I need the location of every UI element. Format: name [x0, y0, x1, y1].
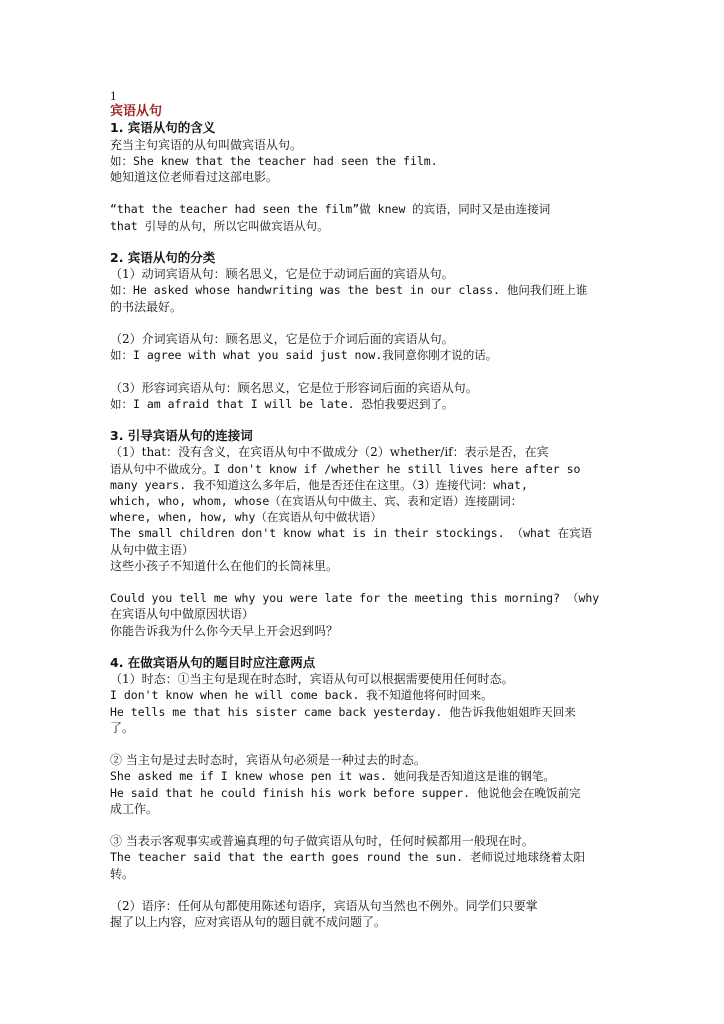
section-heading-3: 3. 引导宾语从句的连接词 — [110, 428, 253, 444]
section-heading-1: 1. 宾语从句的含义 — [110, 120, 216, 136]
body-line: 在宾语从句中做原因状语） — [110, 607, 255, 622]
paragraph-gap — [110, 315, 616, 331]
body-line: （2）介词宾语从句：顾名思义，它是位于介词后面的宾语从句。 — [110, 332, 454, 346]
body-line: （1）动词宾语从句：顾名思义，它是位于动词后面的宾语从句。 — [110, 267, 454, 282]
body-line: 你能告诉我为什么你今天早上开会迟到吗？ — [110, 623, 339, 638]
body-line: 从句中做主语） — [110, 542, 195, 557]
body-line: which, who, whom, whose（在宾语从句中做主、宾、表和定语）连接副词： — [110, 494, 523, 508]
example-line: She asked me if I knew whose pen it was. 她问我是否知道这是谁的钢笔。 — [110, 769, 555, 784]
section-heading-2: 2. 宾语从句的分类 — [110, 250, 216, 265]
page-number: 1 — [110, 88, 117, 103]
paragraph-gap — [110, 817, 616, 833]
example-line: I don't know when he will come back. 我不知道他将何时回来。 — [110, 688, 493, 703]
body-line: 了。 — [110, 720, 135, 735]
example-line: He said that he could finish his work before supper. 他说他会在晚饭前完 — [110, 785, 581, 800]
body-line: （2）语序：任何从句都使用陈述句语序，宾语从句当然也不例外。同学们只要掌 — [110, 899, 538, 913]
body-line: 握了以上内容，应对宾语从句的题目就不成问题了。 — [110, 915, 387, 930]
paragraph-gap — [110, 185, 616, 201]
paragraph-gap — [110, 574, 616, 590]
body-line: （1）that：没有含义，在宾语从句中不做成分（2）whether/if：表示是否，在宾 — [110, 445, 549, 460]
body-line: 语从句中不做成分。I don't know if /whether he still lives here after so — [110, 461, 581, 476]
body-line: 的书法最好。 — [110, 299, 183, 314]
document-title: 宾语从句 — [110, 104, 163, 120]
body-line: 成工作。 — [110, 801, 159, 816]
body-line: 转。 — [110, 866, 135, 881]
body-line: 充当主句宾语的从句叫做宾语从句。 — [110, 137, 303, 152]
body-line: （3）形容词宾语从句：顾名思义，它是位于形容词后面的宾语从句。 — [110, 380, 478, 395]
paragraph-gap — [110, 639, 616, 655]
body-line: 她知道这位老师看过这部电影。 — [110, 170, 279, 185]
example-line: The small children don't know what is in their stockings. （what 在宾语 — [110, 526, 593, 541]
body-line: where, when, how, why（在宾语从句中做状语） — [110, 510, 382, 525]
example-line: He tells me that his sister came back yesterday. 他告诉我他姐姐昨天回来 — [110, 704, 576, 719]
paragraph-gap — [110, 736, 616, 752]
paragraph-gap — [110, 412, 616, 428]
body-line: ③ 当表示客观事实或普遍真理的句子做宾语从句时，任何时候都用一般现在时。 — [110, 834, 534, 849]
example-line: 如：She knew that the teacher had seen the film. — [110, 153, 438, 168]
body-line: 这些小孩子不知道什么在他们的长筒袜里。 — [110, 558, 339, 573]
body-line: that 引导的从句，所以它叫做宾语从句。 — [110, 218, 329, 233]
example-line: 如：I agree with what you said just now.我同意你刚才说的话。 — [110, 348, 498, 363]
example-line: Could you tell me why you were late for the meeting this morning? （why — [110, 591, 600, 606]
body-line: many years. 我不知道这么多年后，他是否还住在这里。（3）连接代词：what, — [110, 477, 528, 492]
example-line: 如：I am afraid that I will be late. 恐怕我要迟到了。 — [110, 396, 454, 411]
section-heading-4: 4. 在做宾语从句的题目时应注意两点 — [110, 655, 316, 670]
paragraph-gap — [110, 363, 616, 379]
paragraph-gap — [110, 234, 616, 250]
paragraph-gap — [110, 882, 616, 898]
document-body — [110, 88, 616, 930]
example-line: The teacher said that the earth goes round the sun. 老师说过地球绕着太阳 — [110, 850, 586, 865]
example-line: 如：He asked whose handwriting was the best in our class. 他问我们班上谁 — [110, 283, 588, 298]
body-line: （1）时态：①当主句是现在时态时，宾语从句可以根据需要使用任何时态。 — [110, 672, 514, 687]
body-line: ② 当主句是过去时态时，宾语从句必须是一种过去的时态。 — [110, 753, 426, 768]
body-line: “that the teacher had seen the film”做 knew 的宾语，同时又是由连接词 — [110, 202, 551, 217]
